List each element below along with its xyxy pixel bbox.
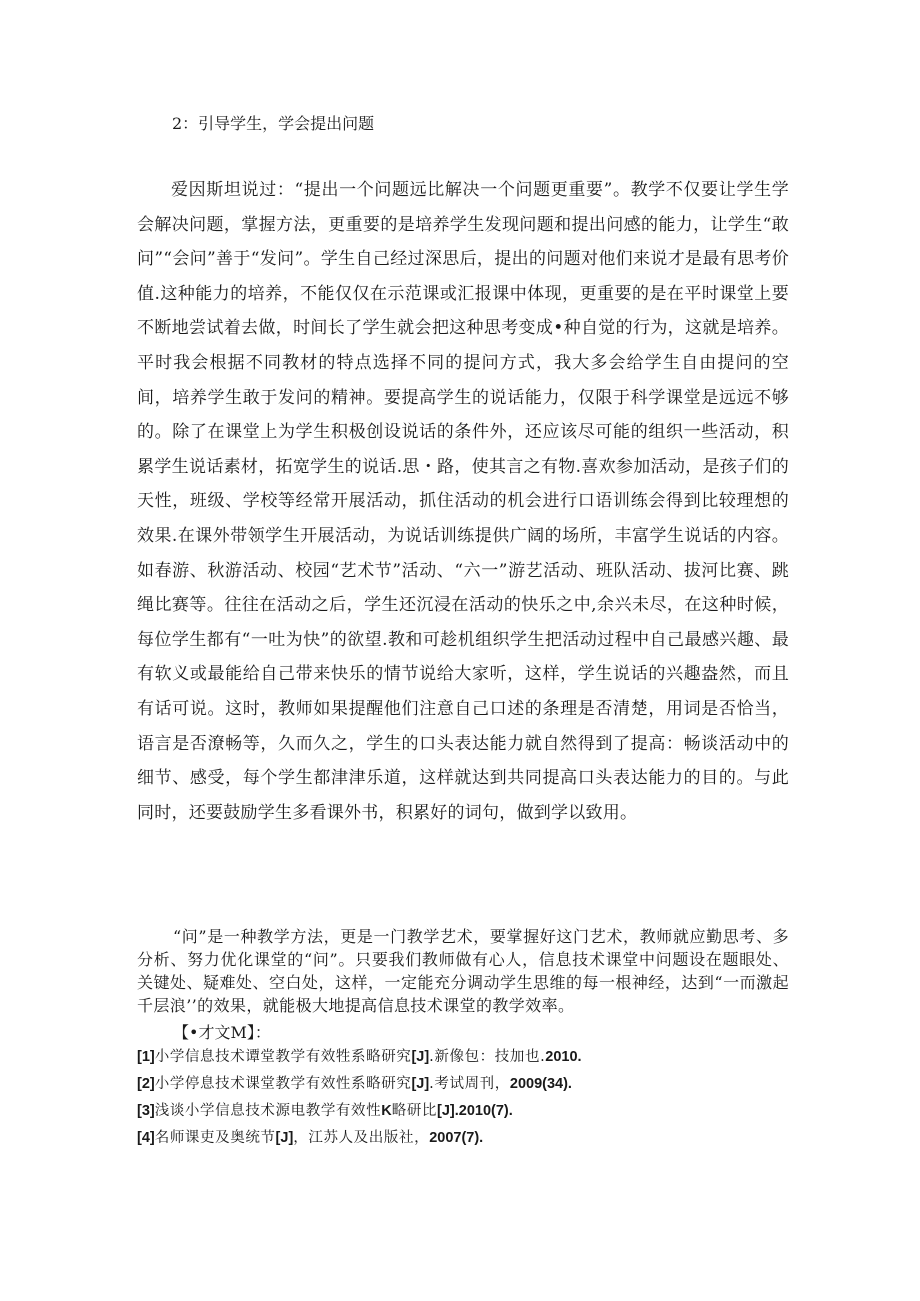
- reference-source: .考试周刊，: [429, 1076, 510, 1092]
- reference-year: 2009(34).: [509, 1076, 572, 1092]
- reference-type: [J]: [411, 1049, 430, 1065]
- body-paragraph: 爱因斯坦说过：“提出一个问题远比解决一个问题更重要”。教学不仅要让学生学会解决问题，掌握方法，更重要的是培养学生发现问题和提出问感的能力，让学生“敢问”“会问”善于“发问”。学生自己经过深思后，提出的问题对他们来说才是最有思考价值.这种能力的培养，不能仅仅在示范课或汇报课中体现，更重要的是在平时课堂上要不断地尝试着去做，时间长了学生就会把这种思考变成•种自觉的行为，这就是培养。平时我会根据不同教材的特点选择不同的提问方式，我大多会给学生自由提问的空间，培养学生敢于发问的精神。要提高学生的说话能力，仅限于科学课堂是远远不够的。除了在课堂上为学生积极创设说话的条件外，还应该尽可能的组织一些活动，积累学生说话素材，拓宽学生的说话.思・路，使其言之有物.喜欢参加活动，是孩子们的天性，班级、学校等经常开展活动，抓住活动的机会进行口语训练会得到比较理想的效果.在课外带领学生开展活动，为说话训练提供广阔的场所，丰富学生说话的内容。如春游、秋游活动、校园“艺术节”活动、“六一”游艺活动、班队活动、拔河比赛、跳绳比赛等。往往在活动之后，学生还沉浸在活动的快乐之中,余兴未尽，在这种时候，每位学生都有“一吐为快”的欲望.教和可趁机组织学生把活动过程中自己最感兴趣、最有软义或最能给自己带来快乐的情节说给大家听，这样，学生说话的兴趣盎然，而且有话可说。这时，教师如果提醒他们注意自己口述的条理是否清楚，用词是否恰当，语言是否潦畅等，久而久之，学生的口头表达能力就自然得到了提高：畅谈活动中的细节、感受，每个学生都津津乐道，这样就达到共同提高口头表达能力的目的。与此同时，还要鼓励学生多看课外书，积累好的词句，做到学以致用。: [137, 180, 789, 823]
- conclusion-paragraph: “问”是一种教学方法，更是一门教学艺术，要掌握好这门艺术，教师就应勤思考、多分析、努力优化课堂的“问”。只要我们教师做有心人，信息技术课堂中问题设在题眼处、关键处、疑难处、空白处，这样，一定能充分调动学生思维的每一根神经，达到“一而激起千层浪’’的效果，就能极大地提高信息技术课堂的教学效率。: [137, 927, 789, 1015]
- reference-source: ，江苏人及出版社，: [293, 1130, 430, 1146]
- reference-year: 2010.: [545, 1049, 582, 1065]
- section-heading: 2：引导学生，学会提出问题: [172, 114, 375, 133]
- reference-title: 小学信息技术谭堂教学有效牲系略研究: [154, 1049, 412, 1065]
- reference-item: [137, 1073, 837, 1095]
- reference-number: [3]: [137, 1103, 155, 1119]
- reference-item: [137, 1127, 837, 1149]
- reference-source: .新像包：技加也.: [429, 1049, 546, 1065]
- reference-type: K: [381, 1103, 392, 1119]
- reference-title: 小学停息技术课堂教学有效性系略研究: [154, 1076, 412, 1092]
- reference-item: [137, 1046, 837, 1068]
- reference-title: 浅谈小学信息技术源电教学有效性: [154, 1103, 382, 1119]
- reference-number: [4]: [137, 1130, 155, 1146]
- reference-type: [J]: [411, 1076, 430, 1092]
- reference-title: 名师课吏及奥统节: [154, 1130, 276, 1146]
- reference-year: [J].2010(7).: [437, 1103, 513, 1119]
- reference-type: [J]: [275, 1130, 294, 1146]
- reference-source: 略研比: [391, 1103, 438, 1119]
- reference-number: [1]: [137, 1049, 155, 1065]
- reference-year: 2007(7).: [429, 1130, 484, 1146]
- references-heading: 【•才文M】：: [173, 1023, 271, 1042]
- reference-item: [137, 1100, 837, 1122]
- references-list: [137, 1046, 837, 1154]
- reference-number: [2]: [137, 1076, 155, 1092]
